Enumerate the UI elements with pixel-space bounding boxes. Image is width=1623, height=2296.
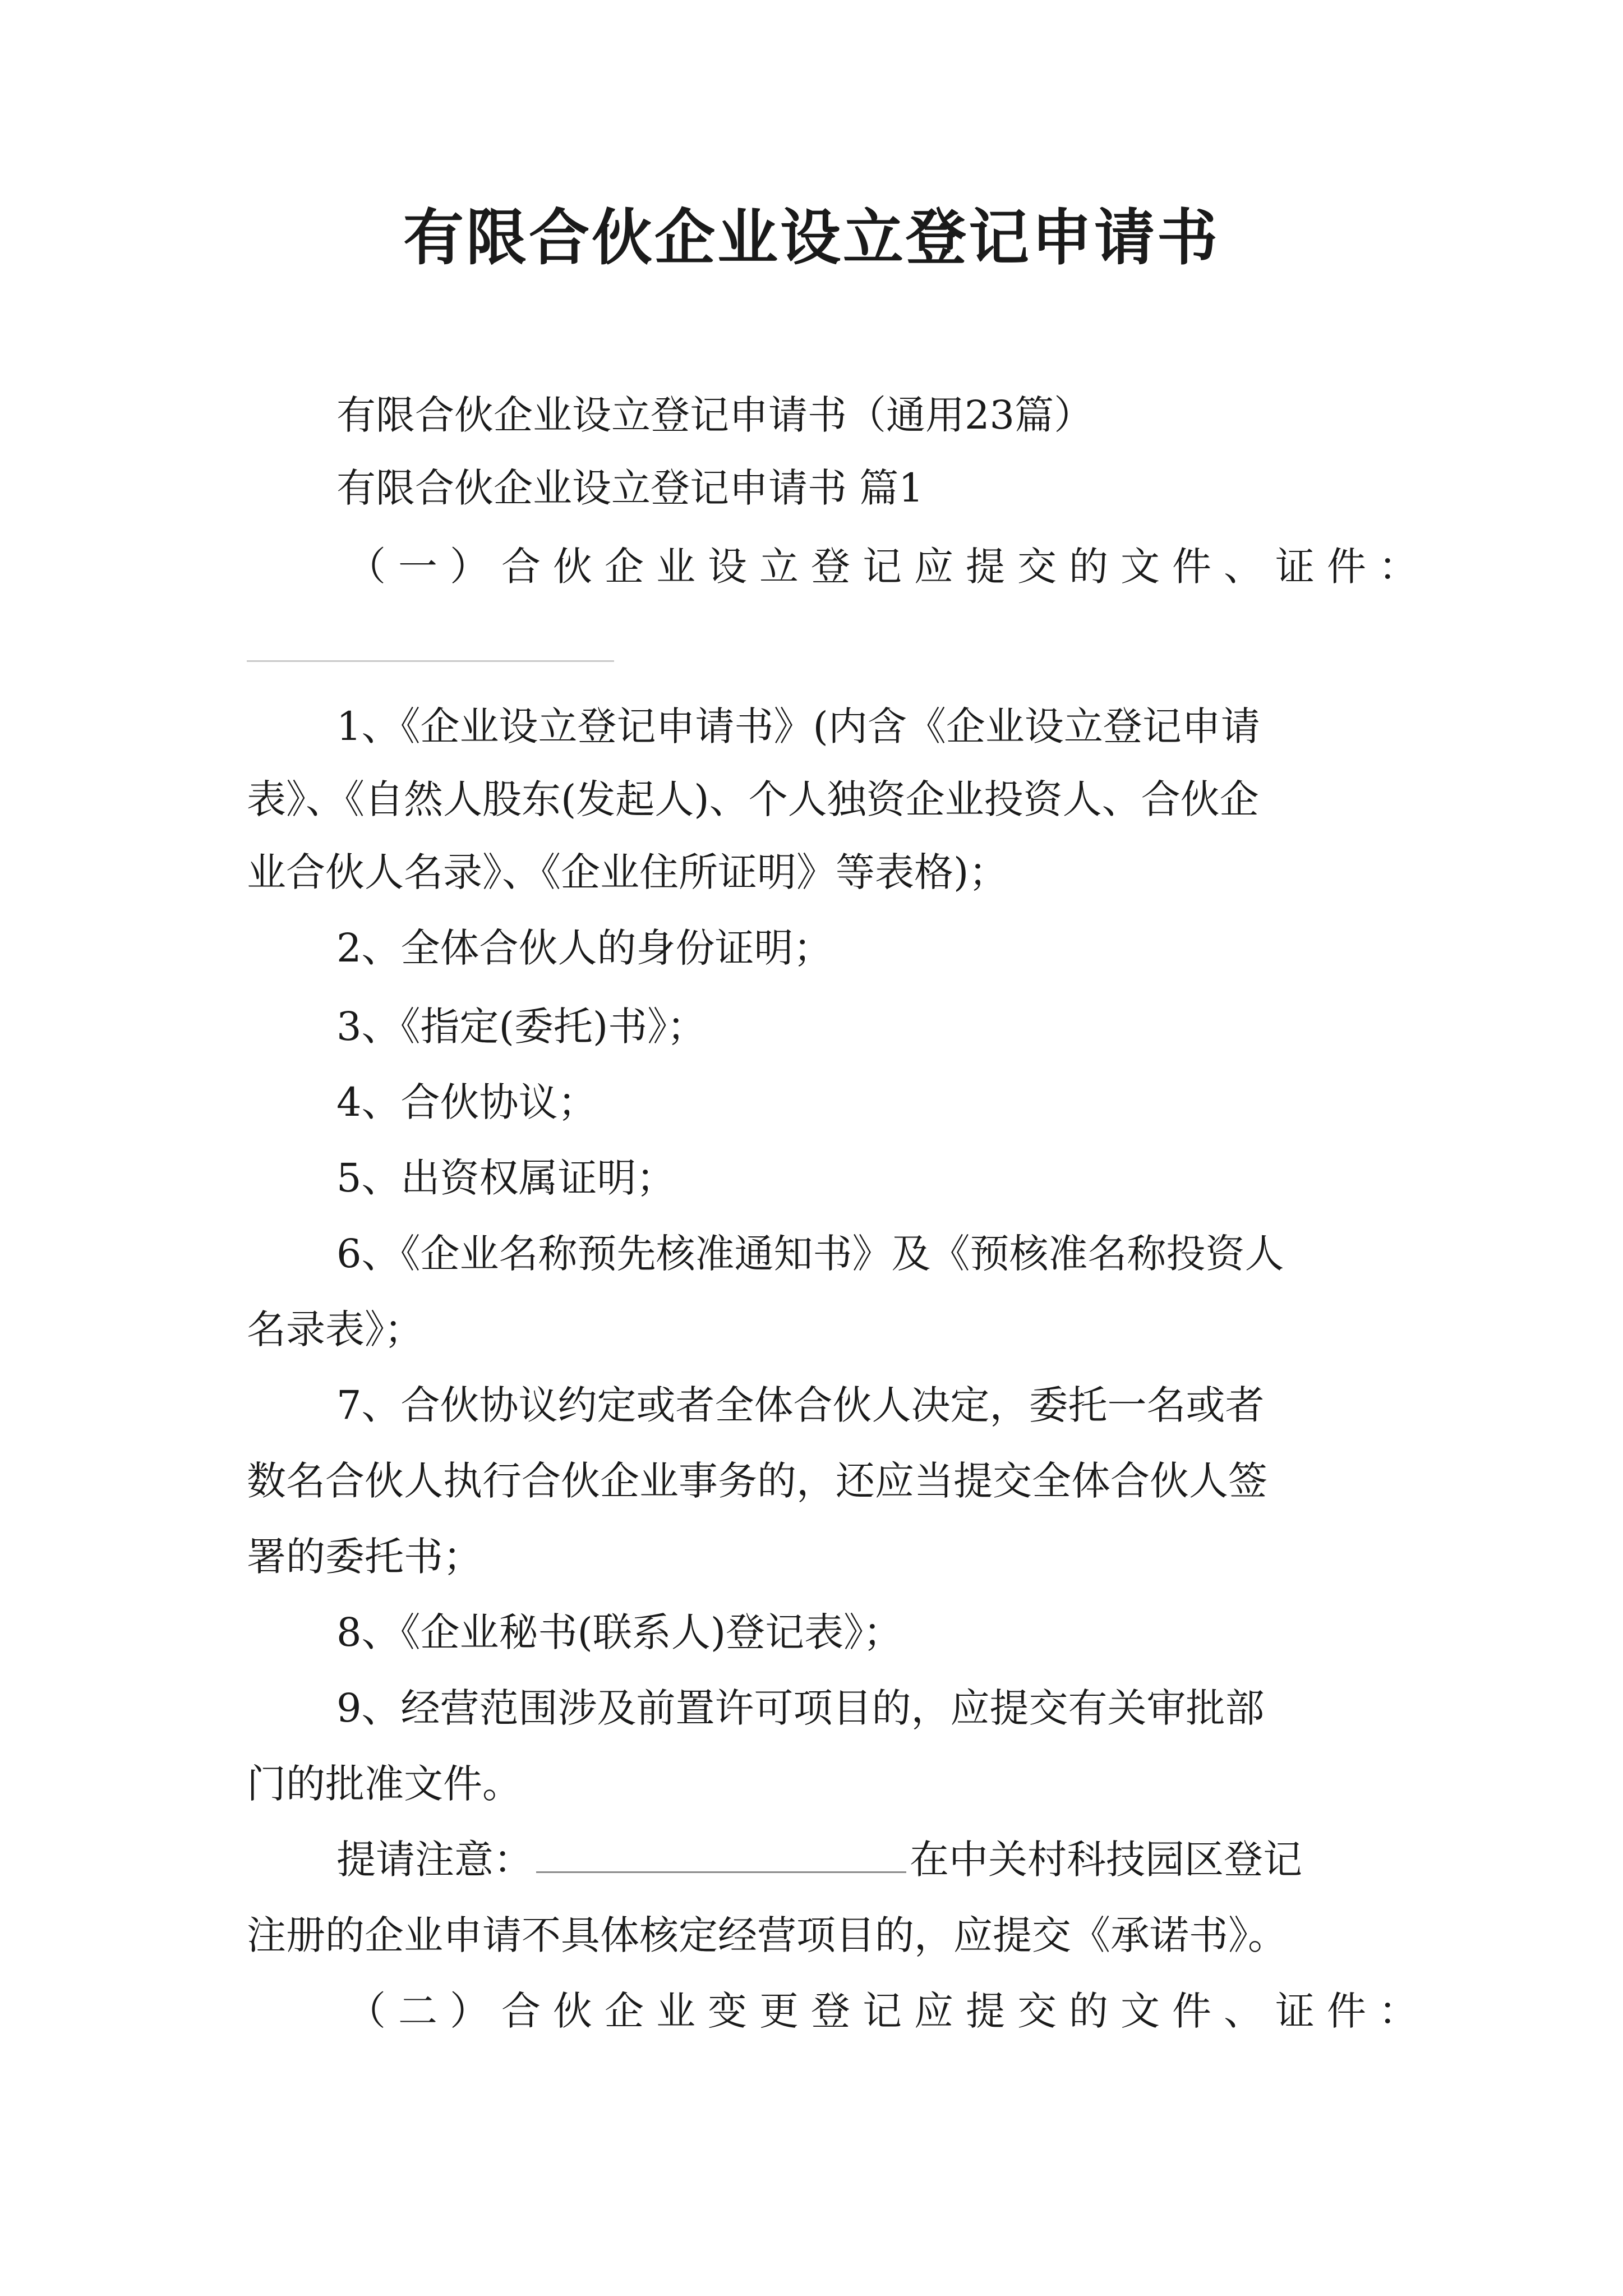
document-subtitle: 有限合伙企业设立登记申请书（通用23篇）	[336, 392, 1094, 438]
section1-heading: （一）合伙企业设立登记应提交的文件、证件：	[347, 544, 1430, 590]
note-label: 提请注意：	[336, 1837, 533, 1883]
item4: 4、合伙协议；	[336, 1079, 597, 1125]
item9-line2: 门的批准文件。	[247, 1761, 522, 1807]
note-line2: 注册的企业申请不具体核定经营项目的，应提交《承诺书》。	[247, 1912, 1287, 1958]
item9-line1: 9、经营范围涉及前置许可项目的，应提交有关审批部	[336, 1685, 1265, 1731]
item1-line2: 表》、《自然人股东(发起人)、个人独资企业投资人、合伙企	[247, 776, 1259, 822]
item8: 8、《企业秘书(联系人)登记表》；	[336, 1609, 903, 1655]
item7-line1: 7、合伙协议约定或者全体合伙人决定，委托一名或者	[336, 1382, 1265, 1428]
item5: 5、出资权属证明；	[336, 1155, 676, 1201]
item3: 3、《指定(委托)书》；	[336, 1004, 707, 1050]
item7-line2: 数名合伙人执行合伙企业事务的，还应当提交全体合伙人签	[247, 1458, 1267, 1504]
fill-in-blank	[536, 1838, 906, 1873]
section2-heading: （二）合伙企业变更登记应提交的文件、证件：	[347, 1988, 1430, 2034]
item2: 2、全体合伙人的身份证明；	[336, 925, 833, 971]
item6-line2: 名录表》；	[247, 1306, 423, 1352]
item7-line3: 署的委托书；	[247, 1534, 482, 1580]
note-line1-rest: 在中关村科技园区登记	[910, 1837, 1302, 1883]
item1-line1: 1、《企业设立登记申请书》(内含《企业设立登记申请	[336, 703, 1260, 749]
item1-line3: 业合伙人名录》、《企业住所证明》等表格)；	[247, 849, 1008, 895]
separator-rule	[247, 660, 614, 662]
document-title: 有限合伙企业设立登记申请书	[403, 203, 1220, 273]
part-heading: 有限合伙企业设立登记申请书 篇1	[336, 465, 924, 511]
note-line1	[336, 1832, 1302, 1888]
item6-line1: 6、《企业名称预先核准通知书》及《预核准名称投资人	[336, 1231, 1284, 1277]
